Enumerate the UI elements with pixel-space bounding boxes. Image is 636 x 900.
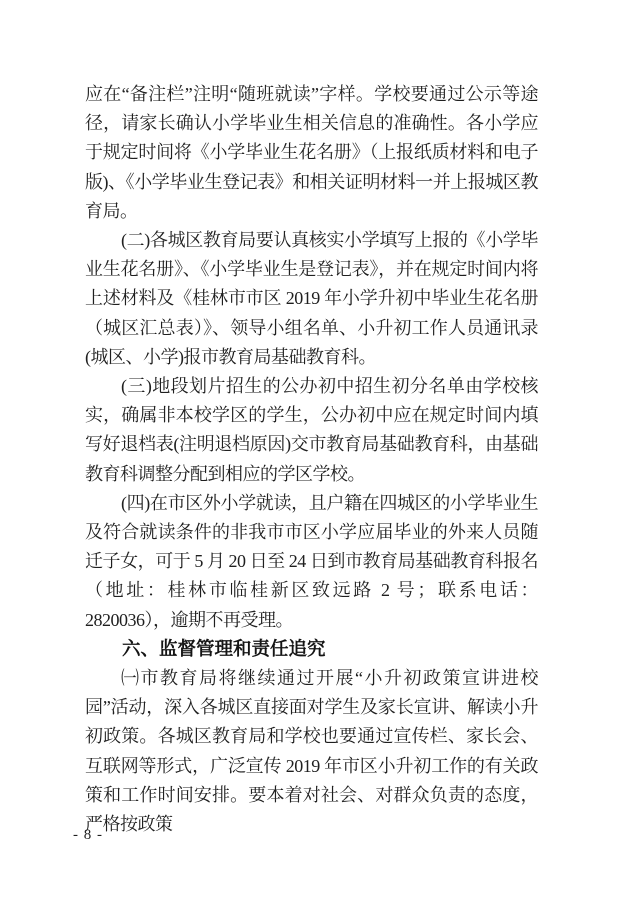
paragraph-item-2: (二)各城区教育局要认真核实小学填写上报的《小学毕业生花名册》、《小学毕业生是登记表》，并在规定时间内将上述材料及《桂林市市区 2019 年小学升初中毕业生花名册（城区汇总表）》、领导小组名单、小升初工作人员通讯录(城区、小学)报市教育局基础教育科。 (85, 230, 538, 367)
page-number: - 8 - (73, 827, 103, 843)
paragraph-item-1-after-heading: ㈠市教育局将继续通过开展“小升初政策宣讲进校园”活动，深入各城区直接面对学生及家长宣讲、解读小升初政策。各城区教育局和学校也要通过宣传栏、家长会、互联网等形式，广泛宣传 2019 年市区小升初工作的有关政策和工作时间安排。要本着对社会、对群众负责的态度，严格按政策 (85, 668, 538, 835)
paragraph-continuation: 应在“备注栏”注明“随班就读”字样。学校要通过公示等途径，请家长确认小学毕业生相关信息的准确性。各小学应于规定时间将《小学毕业生花名册》（上报纸质材料和电子版)、《小学毕业生登记表》和相关证明材料一并上报城区教育局。 (85, 84, 538, 221)
section-heading: 六、监督管理和责任追究 (122, 638, 326, 660)
document-body (85, 80, 538, 839)
paragraph-item-3: (三)地段划片招生的公办初中招生初分名单由学校核实，确属非本校学区的学生，公办初中应在规定时间内填写好退档表(注明退档原因)交市教育局基础教育科，由基础教育科调整分配到相应的学区学校。 (85, 376, 538, 484)
paragraph-item-4: (四)在市区外小学就读，且户籍在四城区的小学毕业生及符合就读条件的非我市市区小学应届毕业的外来人员随迁子女，可于 5 月 20 日至 24 日到市教育局基础教育科报名（地址：桂林市临桂新区致远路 2 号；联系电话：2820036），逾期不再受理。 (85, 492, 538, 630)
